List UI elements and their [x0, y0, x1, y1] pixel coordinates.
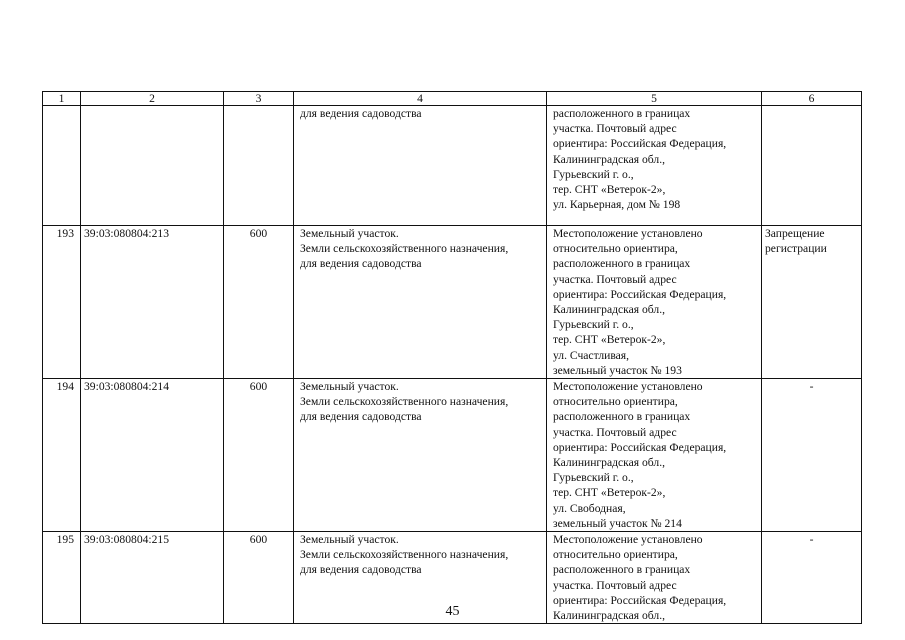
plot-description: Земельный участок. Земли сельскохозяйственного назначения, для ведения садоводства [294, 226, 547, 379]
page-number: 45 [445, 604, 460, 619]
plot-description: для ведения садоводства [294, 106, 547, 226]
cadastral-number: 39:03:080804:213 [81, 226, 224, 379]
row-number [43, 106, 81, 226]
plot-area: 600 [224, 379, 294, 532]
table-row-continuation [43, 106, 862, 226]
plot-location: Местоположение установлено относительно ориентира, расположенного в границах участка. Почтовый адрес ориентира: Российская Федерация, Калининградская обл., [547, 532, 762, 624]
table-row [43, 226, 862, 379]
column-number: 3 [224, 92, 294, 106]
plot-area: 600 [224, 226, 294, 379]
column-number-row [43, 92, 862, 106]
plot-encumbrance [762, 106, 862, 226]
cadastral-number [81, 106, 224, 226]
cadastral-number: 39:03:080804:215 [81, 532, 224, 624]
column-number: 2 [81, 92, 224, 106]
plot-location: Местоположение установлено относительно ориентира, расположенного в границах участка. Почтовый адрес ориентира: Российская Федерация, Калининградская обл., Гурьевский г. о., тер. СНТ «Ветерок-2», ул. Свободная, земельный участок № 214 [547, 379, 762, 532]
plot-location: Местоположение установлено относительно ориентира, расположенного в границах участка. Почтовый адрес ориентира: Российская Федерация, Калининградская обл., Гурьевский г. о., тер. СНТ «Ветерок-2», ул. Счастливая, земельный участок № 193 [547, 226, 762, 379]
row-number: 195 [43, 532, 81, 624]
row-number: 193 [43, 226, 81, 379]
plot-encumbrance: Запрещение регистрации [762, 226, 862, 379]
land-plots-table [42, 91, 862, 624]
column-number: 6 [762, 92, 862, 106]
plot-description: Земельный участок. Земли сельскохозяйственного назначения, для ведения садоводства [294, 532, 547, 624]
plot-description: Земельный участок. Земли сельскохозяйственного назначения, для ведения садоводства [294, 379, 547, 532]
plot-encumbrance: - [762, 379, 862, 532]
column-number: 5 [547, 92, 762, 106]
plot-location: расположенного в границах участка. Почтовый адрес ориентира: Российская Федерация, Калининградская обл., Гурьевский г. о., тер. СНТ «Ветерок-2», ул. Карьерная, дом № 198 [547, 106, 762, 226]
column-number: 4 [294, 92, 547, 106]
plot-area [224, 106, 294, 226]
column-number: 1 [43, 92, 81, 106]
row-number: 194 [43, 379, 81, 532]
plot-area: 600 [224, 532, 294, 624]
cadastral-number: 39:03:080804:214 [81, 379, 224, 532]
table-row [43, 379, 862, 532]
plot-encumbrance: - [762, 532, 862, 624]
